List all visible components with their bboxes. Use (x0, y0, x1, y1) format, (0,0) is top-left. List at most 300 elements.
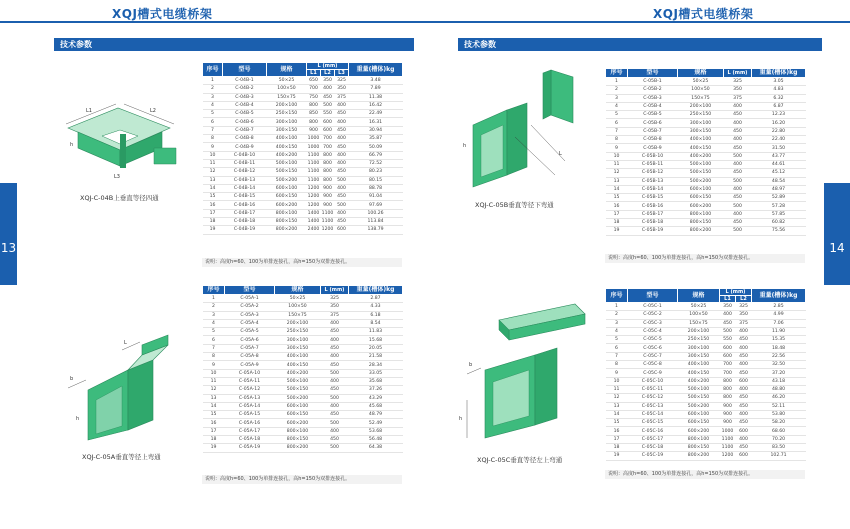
table-cell: 35.87 (349, 135, 403, 143)
table-cell: 600 (321, 118, 335, 126)
table-cell: 16 (203, 419, 225, 427)
table-cell: 450 (335, 143, 349, 151)
table-row (203, 311, 403, 319)
table-cell: 17 (203, 209, 223, 217)
table-cell: 325 (724, 78, 752, 86)
table-cell: 7 (203, 344, 225, 352)
table-cell: C-05B-3 (628, 94, 678, 102)
table-cell: 3 (606, 319, 628, 327)
table-cell: 1400 (307, 219, 320, 225)
table-cell: 400×200 (267, 151, 307, 159)
table-cell: 15 (606, 419, 628, 427)
th-l: L (mm) (307, 63, 349, 70)
th-weight: 重量(槽体)kg (752, 69, 806, 78)
table-cell: 8 (203, 353, 225, 361)
table-cell: 450 (736, 352, 752, 360)
table-cell: 500 (724, 177, 752, 185)
table-cell: 500×150 (678, 394, 720, 402)
table-cell: 83.50 (752, 444, 806, 452)
table-cell: 350 (736, 311, 752, 319)
table-cell: 75.56 (752, 227, 806, 235)
table-cell: 800×100 (678, 210, 724, 218)
table-cell: C-05B-13 (628, 177, 678, 185)
table-cell: 16 (606, 202, 628, 210)
table-cell: 58.20 (752, 419, 806, 427)
spec-table-05a (202, 285, 403, 453)
table-cell: C-05A-2 (225, 303, 275, 311)
table-cell: 375 (724, 94, 752, 102)
table-cell: 400 (724, 160, 752, 168)
table-cell: C-04B-12 (223, 168, 267, 176)
table-cell: 15.35 (752, 336, 806, 344)
table-cell: 12 (203, 386, 225, 394)
table-cell: 1000 (307, 136, 320, 142)
table-cell: 1 (203, 77, 223, 85)
table-cell: 500×200 (275, 394, 321, 402)
table-cell: C-04B-16 (223, 201, 267, 209)
table-cell: 450 (321, 386, 349, 394)
table-row (203, 386, 403, 394)
svg-text:L2: L2 (150, 108, 156, 114)
th-no: 序号 (203, 63, 223, 77)
table-cell: 10 (203, 151, 223, 159)
table-cell: 375 (736, 319, 752, 327)
table-cell: 45.12 (752, 169, 806, 177)
table-cell: C-05A-16 (225, 419, 275, 427)
table-cell: 7.89 (349, 85, 403, 93)
table-cell: 33.05 (349, 369, 403, 377)
table-cell: 700 (321, 135, 335, 143)
table-cell: 500 (321, 419, 349, 427)
table-cell: 350 (321, 303, 349, 311)
table-cell: C-05A-17 (225, 427, 275, 435)
table-row (203, 436, 403, 444)
table-cell: 66.79 (349, 151, 403, 159)
table-cell: 6 (606, 119, 628, 127)
table-cell: 19 (203, 444, 225, 452)
table-cell: C-05B-10 (628, 152, 678, 160)
table-cell: C-05A-15 (225, 411, 275, 419)
table-row (203, 85, 403, 93)
table-cell: 45.68 (349, 402, 403, 410)
table-cell: 450 (736, 336, 752, 344)
table-cell: 9 (203, 361, 225, 369)
table-row (606, 394, 806, 402)
table-row (606, 177, 806, 185)
table-row (203, 209, 403, 217)
table-cell: 350 (335, 85, 349, 93)
table-cell: 400 (335, 159, 349, 167)
table-cell: 10 (203, 369, 225, 377)
page-number-tab-right: 14 (824, 183, 850, 285)
table-cell: 500 (335, 201, 349, 209)
table-cell: C-05B-4 (628, 102, 678, 110)
th-weight: 重量(槽体)kg (752, 289, 806, 303)
table-cell: 400 (335, 184, 349, 192)
table-cell: 1200 (307, 194, 320, 200)
table-cell: C-05C-7 (628, 352, 678, 360)
table-cell: 800 (321, 176, 335, 184)
table-cell: 250×150 (678, 111, 724, 119)
table-row (606, 402, 806, 410)
table-cell: 37.26 (349, 386, 403, 394)
table-cell: 2 (203, 303, 225, 311)
spec-table-05c (605, 288, 806, 461)
th-l: L (mm) (720, 289, 752, 296)
table-cell: 400 (321, 377, 349, 385)
table-cell: 11 (203, 377, 225, 385)
table-cell: 2400 (307, 227, 320, 233)
table-cell: 12 (203, 168, 223, 176)
table-cell: 500 (321, 444, 349, 452)
spec-table-05b (605, 68, 806, 236)
th-model: 型号 (628, 289, 678, 303)
table-cell: 1100 (321, 210, 334, 216)
svg-text:h: h (463, 143, 467, 149)
table-cell: 500×100 (275, 377, 321, 385)
table-cell: 600 (736, 452, 752, 460)
svg-text:h: h (459, 416, 463, 422)
table-row (203, 226, 403, 234)
table-cell: 250×150 (267, 110, 307, 118)
table-cell: C-05A-9 (225, 361, 275, 369)
table-cell: 13 (606, 177, 628, 185)
table-cell: 400 (321, 353, 349, 361)
table-cell: C-05C-9 (628, 369, 678, 377)
table-cell: 64.38 (349, 444, 403, 452)
table-row (203, 369, 403, 377)
table-cell: 600×200 (275, 419, 321, 427)
table-cell: 550 (720, 336, 736, 344)
table-cell: 3 (606, 94, 628, 102)
table-cell: 11.83 (349, 328, 403, 336)
table-cell: C-04B-5 (223, 110, 267, 118)
table-cell: 600×150 (678, 194, 724, 202)
table-cell: 11.38 (349, 93, 403, 101)
table-row (203, 328, 403, 336)
table-cell: 400×100 (678, 136, 724, 144)
table-cell: 800×150 (678, 444, 720, 452)
th-l: L (mm) (724, 69, 752, 78)
table-cell: 325 (321, 295, 349, 303)
table-cell: 450 (724, 169, 752, 177)
table-cell: 48.54 (752, 177, 806, 185)
table-cell: 48.79 (349, 411, 403, 419)
table-cell: 22.56 (752, 352, 806, 360)
table-cell: 14 (203, 402, 225, 410)
table-cell: 8.54 (349, 319, 403, 327)
table-cell: C-05A-13 (225, 394, 275, 402)
note-05c: 说明：高度h=60、100为单排连接孔，高h=150为双排连接孔。 (605, 470, 805, 479)
table-row (606, 136, 806, 144)
table-row (203, 77, 403, 85)
table-cell: C-05C-1 (628, 303, 678, 311)
table-cell: 68.60 (752, 427, 806, 435)
table-row (203, 143, 403, 151)
table-row (606, 427, 806, 435)
table-row (203, 444, 403, 452)
table-cell: 600 (736, 377, 752, 385)
table-cell: 600×100 (678, 185, 724, 193)
table-cell: 450 (736, 419, 752, 427)
table-cell: C-05C-8 (628, 361, 678, 369)
table-cell: 11 (203, 159, 223, 167)
table-cell: 6 (606, 344, 628, 352)
table-cell: C-05B-2 (628, 86, 678, 94)
table-cell: 400 (321, 319, 349, 327)
table-row (203, 303, 403, 311)
table-cell: 53.68 (349, 427, 403, 435)
table-cell: 400 (724, 210, 752, 218)
table-cell: 3.05 (752, 78, 806, 86)
th-l1: L1 (307, 70, 321, 77)
table-cell: C-04B-11 (223, 159, 267, 167)
th-no: 序号 (606, 289, 628, 303)
table-cell: 400 (736, 385, 752, 393)
table-cell: 1100 (720, 435, 736, 443)
table-cell: C-05A-10 (225, 369, 275, 377)
table-cell: 400 (335, 151, 349, 159)
table-cell: 15 (203, 193, 223, 201)
table-cell: C-05B-14 (628, 185, 678, 193)
table-cell: 600 (720, 352, 736, 360)
table-cell: 1100 (720, 444, 736, 452)
table-row (606, 303, 806, 311)
table-row (203, 377, 403, 385)
note-04b: 说明：高度h=60、100为单排连接孔，高h=150为双排连接孔。 (202, 258, 402, 267)
table-row (606, 86, 806, 94)
table-cell: 500 (321, 101, 335, 109)
table-cell: 10 (606, 377, 628, 385)
table-row (203, 201, 403, 209)
table-cell: 48.97 (752, 185, 806, 193)
table-cell: 500×200 (678, 402, 720, 410)
table-cell: 400 (720, 311, 736, 319)
table-cell: 5 (203, 328, 225, 336)
table-row (606, 369, 806, 377)
table-cell: 400 (736, 344, 752, 352)
table-cell: 15.68 (349, 336, 403, 344)
table-cell: 50×25 (275, 295, 321, 303)
table-cell: 7 (203, 126, 223, 134)
table-row (203, 344, 403, 352)
table-cell: 11 (606, 385, 628, 393)
table-cell: 500×200 (267, 176, 307, 184)
table-cell: 1000 (307, 144, 320, 150)
vertical-down-elbow-illustration (455, 65, 595, 195)
table-row (203, 419, 403, 427)
table-cell: 750 (307, 93, 321, 101)
table-row (606, 78, 806, 86)
table-cell: 375 (335, 93, 349, 101)
table-cell: 50×25 (678, 78, 724, 86)
table-cell: 19 (203, 226, 223, 234)
table-cell: 2 (606, 86, 628, 94)
table-cell: C-04B-7 (223, 126, 267, 134)
table-cell: 900 (720, 410, 736, 418)
table-cell: 8 (606, 136, 628, 144)
table-cell: 56.48 (349, 436, 403, 444)
caption-05a: XQJ-C-05A垂直等径上弯通 (82, 453, 161, 461)
table-cell: 20.05 (349, 344, 403, 352)
svg-text:L3: L3 (114, 174, 120, 180)
table-cell: 400 (335, 118, 349, 126)
table-cell: 500 (724, 202, 752, 210)
table-cell: 200×100 (267, 101, 307, 109)
table-cell: C-04B-9 (223, 143, 267, 151)
svg-text:L: L (559, 151, 562, 157)
table-cell: 19 (606, 227, 628, 235)
table-cell: 13 (203, 394, 225, 402)
table-cell: 97.69 (349, 201, 403, 209)
table-cell: 3 (203, 93, 223, 101)
header-title-right: XQJ槽式电缆桥架 (653, 7, 754, 21)
table-cell: C-04B-13 (223, 176, 267, 184)
table-cell: 250×150 (275, 328, 321, 336)
four-way-tee-illustration (58, 88, 188, 188)
table-cell: C-04B-4 (223, 101, 267, 109)
table-cell: 52.11 (752, 402, 806, 410)
header-rule-left (0, 21, 425, 23)
table-row (203, 193, 403, 201)
table-row (203, 159, 403, 167)
table-cell: 9 (606, 144, 628, 152)
table-cell: 1100 (307, 161, 320, 167)
right-page (425, 0, 850, 529)
table-cell: 70.20 (752, 435, 806, 443)
table-cell: 15 (203, 411, 225, 419)
table-cell: 800×200 (275, 444, 321, 452)
table-cell: C-05B-6 (628, 119, 678, 127)
table-cell: 1 (606, 303, 628, 311)
table-row (606, 377, 806, 385)
table-cell: 700 (720, 361, 736, 369)
table-cell: 700 (307, 85, 321, 93)
table-cell: 500 (321, 369, 349, 377)
table-cell: C-04B-3 (223, 93, 267, 101)
table-cell: 900 (720, 419, 736, 427)
table-cell: 100×50 (275, 303, 321, 311)
table-cell: C-05B-11 (628, 160, 678, 168)
table-row (606, 336, 806, 344)
table-row (203, 168, 403, 176)
table-cell: 500×100 (267, 159, 307, 167)
table-cell: 400×150 (678, 369, 720, 377)
table-cell: 113.84 (349, 218, 403, 226)
svg-text:b: b (469, 362, 473, 368)
table-cell: 4.99 (752, 311, 806, 319)
table-cell: 8 (203, 135, 223, 143)
table-cell: 450 (321, 328, 349, 336)
table-cell: 450 (335, 218, 349, 226)
table-cell: 400×200 (275, 369, 321, 377)
table-cell: 400 (321, 85, 335, 93)
table-cell: 12 (606, 169, 628, 177)
table-cell: C-05B-7 (628, 127, 678, 135)
table-cell: 5 (606, 111, 628, 119)
table-cell: C-05C-2 (628, 311, 678, 319)
table-cell: 100×50 (678, 311, 720, 319)
table-row (606, 319, 806, 327)
table-row (606, 311, 806, 319)
table-cell: 30.94 (349, 126, 403, 134)
svg-text:h: h (76, 416, 80, 422)
table-cell: 450 (724, 127, 752, 135)
th-no: 序号 (606, 69, 628, 78)
table-row (203, 402, 403, 410)
table-row (203, 218, 403, 226)
table-row (606, 152, 806, 160)
table-cell: 450 (321, 361, 349, 369)
table-row (606, 119, 806, 127)
table-cell: 43.29 (349, 394, 403, 402)
table-cell: 300×150 (275, 344, 321, 352)
table-cell: C-05C-4 (628, 327, 678, 335)
table-cell: C-04B-2 (223, 85, 267, 93)
table-cell: C-05A-11 (225, 377, 275, 385)
table-cell: 650 (307, 77, 321, 85)
table-cell: 400 (736, 327, 752, 335)
note-05b: 说明：高度h=60、100为单排连接孔，高h=150为双排连接孔。 (605, 254, 805, 263)
table-cell: C-05C-10 (628, 377, 678, 385)
table-cell: C-04B-15 (223, 193, 267, 201)
table-cell: C-05B-12 (628, 169, 678, 177)
table-cell: 400 (724, 185, 752, 193)
table-cell: 400 (321, 427, 349, 435)
table-row (203, 151, 403, 159)
table-row (203, 184, 403, 192)
table-cell: 300×100 (678, 119, 724, 127)
table-cell: 15 (606, 194, 628, 202)
table-row (203, 411, 403, 419)
table-row (606, 410, 806, 418)
table-cell: 1400 (307, 210, 320, 216)
table-cell: 450 (736, 402, 752, 410)
table-cell: 500×100 (678, 160, 724, 168)
table-row (606, 111, 806, 119)
table-cell: C-04B-6 (223, 118, 267, 126)
table-cell: 4 (203, 319, 225, 327)
table-cell: C-05B-16 (628, 202, 678, 210)
table-cell: 500 (724, 227, 752, 235)
table-cell: 17 (606, 435, 628, 443)
th-model: 型号 (223, 63, 267, 77)
table-cell: 1200 (307, 186, 320, 191)
table-cell: 600×100 (678, 410, 720, 418)
table-row (203, 93, 403, 101)
table-cell: 100×50 (267, 85, 307, 93)
caption-05c: XQJ-C-05C垂直等径左上弯通 (477, 456, 563, 464)
table-cell: 16.31 (349, 118, 403, 126)
table-row (606, 194, 806, 202)
table-cell: C-05A-19 (225, 444, 275, 452)
table-cell: 19 (606, 452, 628, 460)
table-cell: C-05C-6 (628, 344, 678, 352)
table-cell: 5 (203, 110, 223, 118)
table-cell: 14 (203, 184, 223, 192)
table-cell: 13 (606, 402, 628, 410)
table-row (203, 394, 403, 402)
svg-text:L: L (124, 340, 127, 346)
th-model: 型号 (628, 69, 678, 78)
table-cell: 800×100 (275, 427, 321, 435)
table-row (203, 361, 403, 369)
table-row (606, 435, 806, 443)
table-cell: 43.18 (752, 377, 806, 385)
table-cell: 400 (335, 101, 349, 109)
table-cell: 450 (736, 369, 752, 377)
table-cell: 53.80 (752, 410, 806, 418)
